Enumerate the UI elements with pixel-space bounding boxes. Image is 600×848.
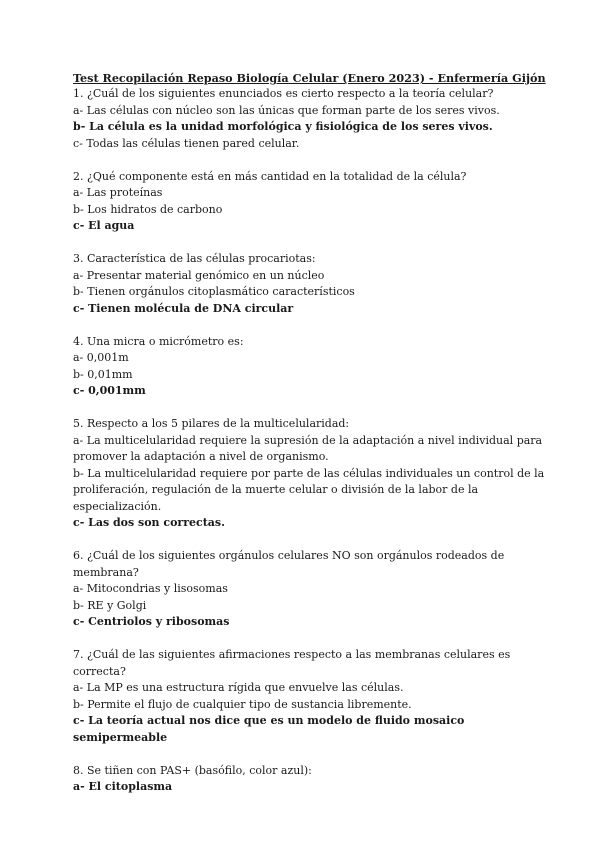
answer-option-correct: c- Las dos son correctas. [73,516,225,529]
question-1 [73,86,560,169]
answer-option: b- La multicelularidad requiere por parte de las células individuales un control de la proliferación, regulación de la muerte celular o división de la labor de la especialización. [73,466,545,513]
answer-option: b- Permite el flujo de cualquier tipo de sustancia libremente. [73,697,412,711]
spacer [73,746,560,763]
answer-option-correct: c- Tienen molécula de DNA circular [73,301,294,315]
answer-option-correct: c- La teoría actual nos dice que es un modelo de fluido mosaico semipermeable [73,714,465,744]
answer-option: b- RE y Golgi [73,598,147,612]
question-5 [73,416,560,548]
answer-option-correct: b- La célula es la unidad morfológica y fisiológica de los seres vivos. [73,120,493,133]
question-7 [73,647,560,763]
answer-option: b- 0,01mm [73,367,133,381]
question-text: 4. Una micra o micrómetro es: [73,334,244,348]
question-text: 7. ¿Cuál de las siguientes afirmaciones respecto a las membranas celulares es correcta? [73,648,511,678]
question-text: 5. Respecto a los 5 pilares de la multicelularidad: [73,417,350,430]
answer-option: a- 0,001m [73,351,129,364]
question-3 [73,251,560,334]
question-2 [73,169,560,252]
answer-option: a- Presentar material genómico en un núcleo [73,268,325,282]
spacer [73,400,560,417]
answer-option-correct: c- El agua [73,219,135,232]
spacer [73,532,560,549]
spacer [73,317,560,334]
answer-option: a- Mitocondrias y lisosomas [73,582,228,595]
answer-option: a- Las proteínas [73,186,163,199]
question-8 [73,763,560,796]
answer-option: a- La multicelularidad requiere la supresión de la adaptación a nivel individual para promover la adaptación a nivel de organismo. [73,433,543,463]
question-text: 3. Característica de las células procariotas: [73,252,316,265]
spacer [73,235,560,252]
question-list [73,86,560,796]
answer-option: a- Las células con núcleo son las únicas que forman parte de los seres vivos. [73,103,500,117]
spacer [73,152,560,169]
answer-option: a- La MP es una estructura rígida que envuelve las células. [73,681,404,694]
answer-option: b- Tienen orgánulos citoplasmático característicos [73,285,355,298]
answer-option-correct: c- Centriolos y ribosomas [73,615,230,628]
spacer [73,631,560,648]
answer-option: c- Todas las células tienen pared celular. [73,136,300,150]
question-text: 6. ¿Cuál de los siguientes orgánulos celulares NO son orgánulos rodeados de membrana? [73,549,505,579]
question-text: 1. ¿Cuál de los siguientes enunciados es cierto respecto a la teoría celular? [73,87,494,100]
question-4 [73,334,560,417]
answer-option: b- Los hidratos de carbono [73,202,223,216]
document-title: Test Recopilación Repaso Biología Celular (Enero 2023) - Enfermería Gijón [73,71,546,85]
question-6 [73,548,560,647]
answer-option-correct: c- 0,001mm [73,384,146,397]
question-text: 8. Se tiñen con PAS+ (basófilo, color azul): [73,763,312,777]
question-text: 2. ¿Qué componente está en más cantidad en la totalidad de la célula? [73,169,467,183]
answer-option-correct: a- El citoplasma [73,780,173,793]
